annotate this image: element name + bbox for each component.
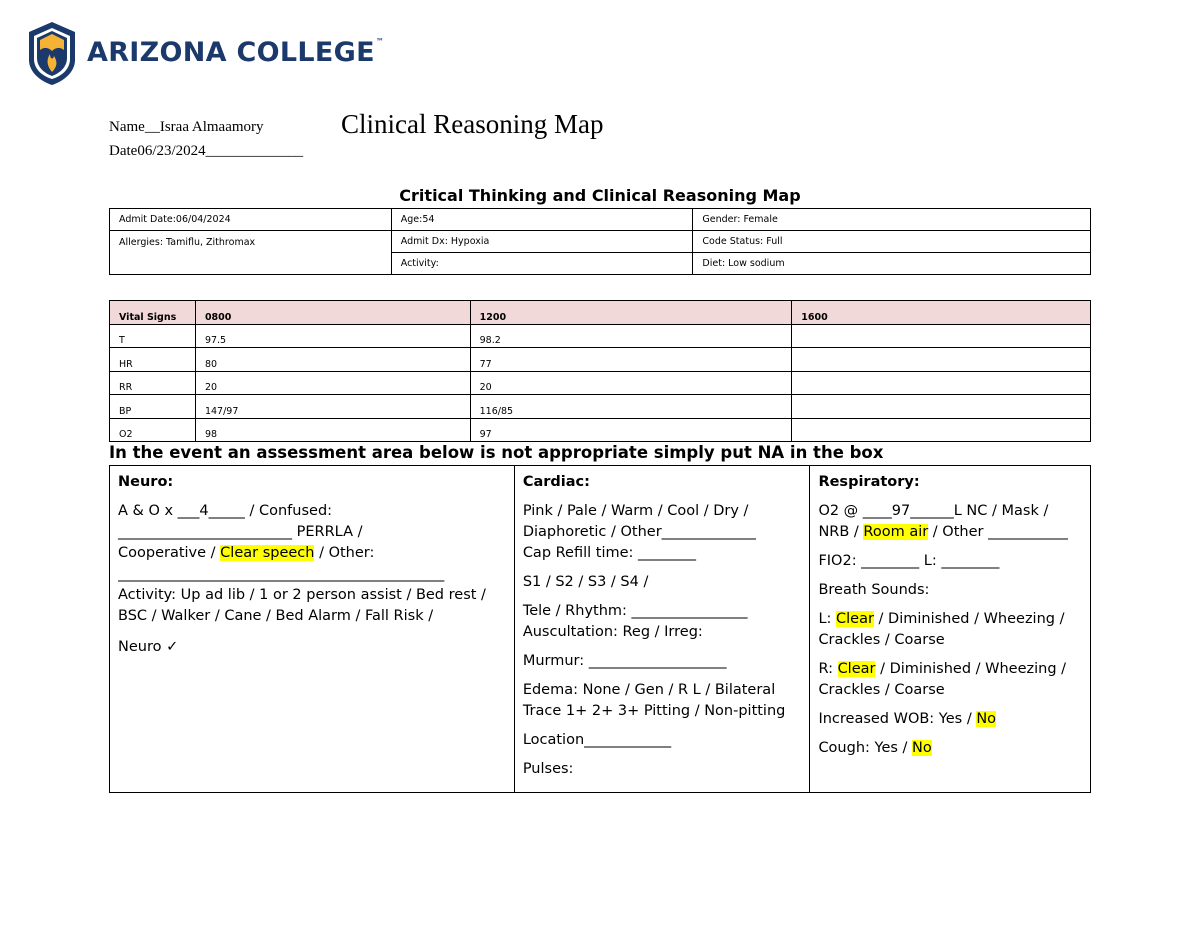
vital-value (792, 418, 1091, 442)
cardiac-murmur: Murmur: ___________________ (522, 653, 727, 669)
vitals-header-cell: 1600 (792, 301, 1091, 325)
respiratory-heading: Respiratory: (818, 474, 920, 490)
respiratory-cough: Cough: Yes / No (818, 740, 932, 756)
cardiac-edema: Edema: None / Gen / R L / Bilateral Trace 1+ 2+ 3+ Pitting / Non-pitting (522, 682, 786, 719)
vital-signs-table (109, 300, 1091, 442)
cardiac-cap-refill: Cap Refill time: ________ (522, 545, 697, 561)
respiratory-breath-sounds: Breath Sounds: (818, 582, 930, 598)
assessment-table (109, 465, 1091, 793)
vitals-header-cell: 1200 (470, 301, 792, 325)
table-row (110, 348, 1091, 372)
logo-wordmark: ARIZONA COLLEGE™ (87, 36, 385, 68)
vital-value (792, 395, 1091, 419)
vital-value (792, 348, 1091, 372)
neuro-other-line: _____________________________________________ (118, 566, 445, 582)
table-row (110, 418, 1091, 442)
vital-value: 98.2 (470, 324, 792, 348)
respiratory-fio2: FIO2: ________ L: ________ (818, 553, 1000, 569)
age-cell: Age:54 (391, 209, 693, 231)
table-row (110, 371, 1091, 395)
highlighted-answer: No (912, 740, 932, 756)
vital-label: T (110, 324, 196, 348)
highlighted-answer: Room air (863, 524, 929, 540)
activity-cell: Activity: (391, 253, 693, 275)
vital-value (792, 371, 1091, 395)
vitals-header-cell: 0800 (195, 301, 470, 325)
vital-value: 147/97 (195, 395, 470, 419)
vital-value: 80 (195, 348, 470, 372)
cardiac-cell (514, 466, 810, 793)
highlighted-answer: Clear (837, 661, 876, 677)
vital-value: 20 (470, 371, 792, 395)
vitals-header-cell: Vital Signs (110, 301, 196, 325)
vital-value: 97 (470, 418, 792, 442)
vital-value: 97.5 (195, 324, 470, 348)
respiratory-left-lung: L: Clear / Diminished / Wheezing / Crackles / Coarse (818, 611, 1065, 648)
neuro-speech: Cooperative / Clear speech / Other: (118, 545, 375, 561)
vital-value: 20 (195, 371, 470, 395)
cardiac-heading: Cardiac: (522, 474, 590, 490)
highlighted-answer: No (976, 711, 997, 727)
neuro-check: Neuro ✓ (118, 639, 179, 655)
patient-info-table (109, 208, 1091, 275)
admit-dx-cell: Admit Dx: Hypoxia (391, 231, 693, 253)
shield-flame-icon (27, 20, 77, 86)
vitals-header-row (110, 301, 1091, 325)
instruction-text: In the event an assessment area below is not appropriate simply put NA in the box (109, 443, 884, 462)
admit-date-cell: Admit Date:06/04/2024 (110, 209, 392, 231)
respiratory-o2: O2 @ ____97______L NC / Mask / NRB / Room air / Other ___________ (818, 503, 1068, 540)
gender-cell: Gender: Female (693, 209, 1091, 231)
cardiac-pulses: Pulses: (522, 761, 574, 777)
neuro-heading: Neuro: (118, 474, 174, 490)
vital-label: BP (110, 395, 196, 419)
vital-label: HR (110, 348, 196, 372)
neuro-orientation: A & O x ___4_____ / Confused: (118, 503, 333, 519)
vital-value: 77 (470, 348, 792, 372)
neuro-cell (110, 466, 515, 793)
table-row (110, 395, 1091, 419)
name-line: Name__Israa Almaamory (109, 119, 264, 135)
allergies-cell: Allergies: Tamiflu, Zithromax (110, 231, 392, 275)
vital-value (792, 324, 1091, 348)
vital-label: RR (110, 371, 196, 395)
cardiac-location: Location____________ (522, 732, 672, 748)
highlighted-answer: Clear (836, 611, 874, 627)
respiratory-wob: Increased WOB: Yes / No (818, 711, 997, 727)
diet-cell: Diet: Low sodium (693, 253, 1091, 275)
cardiac-auscultation: Auscultation: Reg / Irreg: (522, 624, 703, 640)
map-subtitle: Critical Thinking and Clinical Reasoning Map (399, 186, 801, 205)
respiratory-right-lung: R: Clear / Diminished / Wheezing / Crackles / Coarse (818, 661, 1067, 698)
respiratory-cell (810, 466, 1091, 793)
cardiac-skin: Pink / Pale / Warm / Cool / Dry / Diaphoretic / Other_____________ (522, 503, 756, 540)
vital-value: 116/85 (470, 395, 792, 419)
code-status-cell: Code Status: Full (693, 231, 1091, 253)
cardiac-tele: Tele / Rhythm: ________________ (522, 603, 748, 619)
cardiac-heart-sounds: S1 / S2 / S3 / S4 / (522, 574, 649, 590)
college-logo (27, 20, 384, 86)
table-row (110, 324, 1091, 348)
highlighted-answer: Clear speech (220, 545, 315, 561)
vital-label: O2 (110, 418, 196, 442)
neuro-perrla: ________________________ PERRLA / (118, 524, 363, 540)
neuro-activity: Activity: Up ad lib / 1 or 2 person assist / Bed rest / BSC / Walker / Cane / Bed Alarm / Fall Risk / (118, 587, 486, 624)
date-line: Date06/23/2024_____________ (109, 143, 304, 159)
vital-value: 98 (195, 418, 470, 442)
page-title: Clinical Reasoning Map (341, 109, 604, 139)
